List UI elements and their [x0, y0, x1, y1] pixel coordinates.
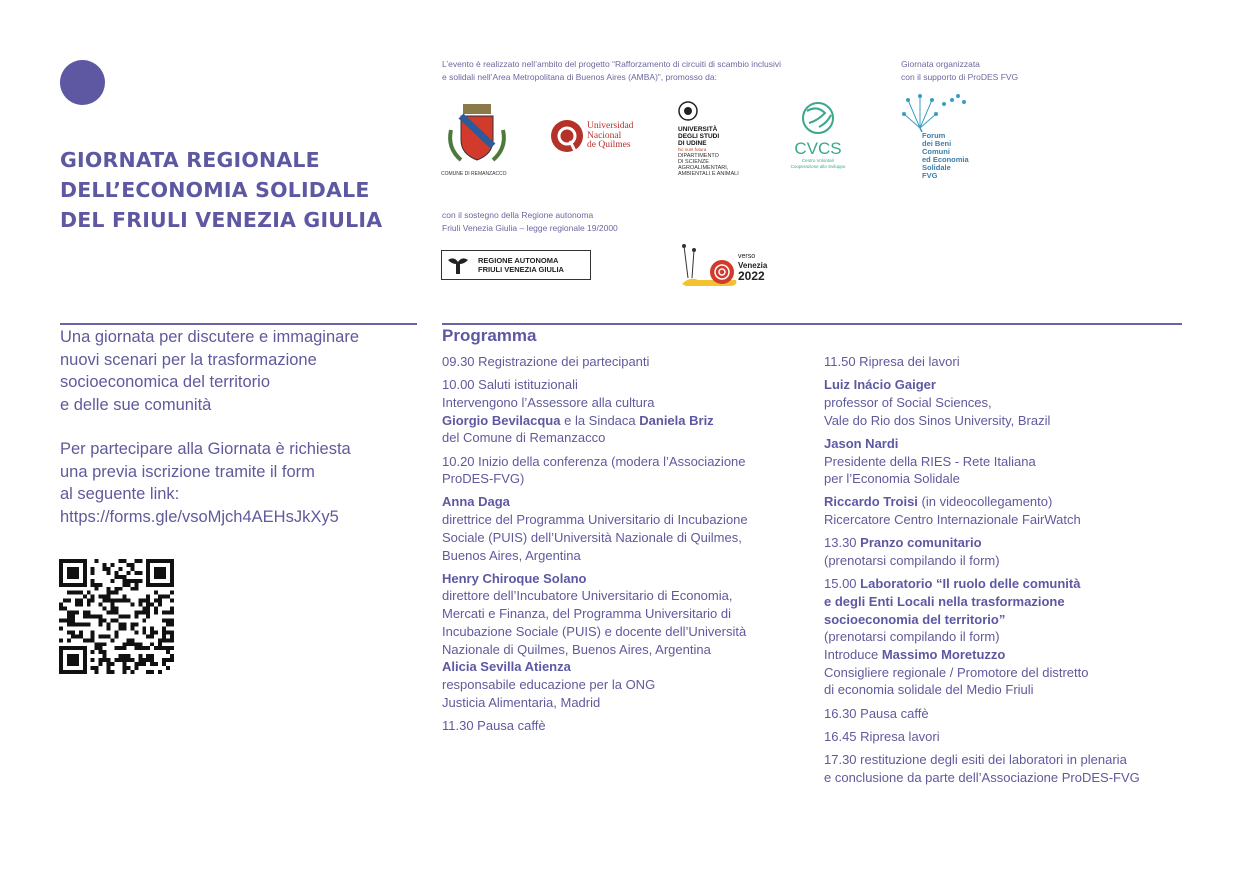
registration-line: una previa iscrizione tramite il form: [60, 462, 315, 481]
programma-highlight: Massimo Moretuzzo: [881, 647, 1006, 663]
programma-text: (prenotarsi compilando il form): [824, 553, 1000, 569]
intro-text: [60, 326, 420, 528]
project-note-line: L’evento è realizzato nell’ambito del progetto “Rafforzamento di circuiti di scambio inclusivi: [442, 59, 782, 69]
forum-label: FVG: [922, 171, 938, 180]
snail-icon: [680, 240, 740, 288]
remanzacco-logo: [441, 100, 513, 178]
programma-line: [442, 376, 812, 394]
programma-text: del Comune di Remanzacco: [442, 430, 606, 446]
programma-line: [824, 394, 1184, 412]
programma-text: Intervengono l’Assessore alla cultura: [442, 394, 655, 410]
title-line: DELL’ECONOMIA SOLIDALE: [60, 178, 370, 202]
regione-fvg-logo: [441, 250, 591, 280]
programma-text: 09.30 Registrazione dei partecipanti: [442, 354, 650, 369]
programma-highlight: Pranzo comunitario: [860, 535, 982, 551]
dandelion-icon: [900, 92, 970, 132]
programma-line: [442, 658, 812, 676]
forum-label: dei Beni: [922, 139, 952, 148]
programma-line: [824, 681, 1184, 699]
programma-text: Incubazione Sociale (PUIS) e docente dell’Università: [442, 623, 747, 639]
cvcs-label: CVCS: [794, 139, 842, 158]
cvcs-sub: Cooperazione allo Sviluppo: [790, 164, 846, 169]
quilmes-label: Nacional: [587, 130, 622, 141]
programma-text: Buenos Aires, Argentina: [442, 547, 581, 563]
programma-text: 13.30: [824, 535, 861, 551]
programma-line: [824, 769, 1184, 787]
programma-highlight: e degli Enti Locali nella trasformazione: [824, 593, 1065, 609]
registration-line: al seguente link:: [60, 485, 180, 503]
programma-entry: [824, 751, 1184, 786]
programma-entry: [824, 493, 1184, 528]
organized-note-line: con il supporto di ProDES FVG: [901, 71, 1019, 82]
programma-line: [824, 435, 1184, 453]
support-note-line: con il sostegno della Regione autonoma: [442, 210, 594, 220]
programma-line: [442, 623, 812, 641]
venezia-label: Venezia: [738, 261, 768, 270]
programma-divider: [442, 323, 1182, 325]
programma-line: [442, 394, 812, 412]
programma-line: [442, 412, 812, 430]
registration-line: Per partecipare alla Giornata è richiesta: [60, 440, 351, 458]
programma-highlight: Henry Chiroque Solano: [442, 570, 587, 586]
programma-highlight: socioeconomia del territorio”: [824, 611, 1006, 627]
regione-label: FRIULI VENEZIA GIULIA: [478, 265, 564, 274]
accent-dot: [60, 60, 105, 105]
intro-divider: [60, 323, 417, 325]
programma-line: [442, 717, 812, 735]
venezia-label: verso: [738, 253, 756, 260]
title-line: DEL FRIULI VENEZIA GIULIA: [60, 208, 383, 232]
programma-text: 17.30 restituzione degli esiti dei laboratori in plenaria: [824, 752, 1127, 768]
programma-text: Vale do Rio dos Sinos University, Brazil: [824, 412, 1051, 428]
programma-column-right: [824, 353, 1184, 792]
programma-highlight: Anna Daga: [442, 494, 510, 510]
programma-line: [442, 605, 812, 623]
programma-line: [824, 705, 1184, 723]
programma-line: [824, 552, 1184, 570]
programma-text: Consigliere regionale / Promotore del distretto: [824, 664, 1089, 680]
programma-text: Mercati e Finanza, del Programma Universitario di: [442, 606, 731, 622]
programma-line: [824, 728, 1184, 746]
programma-entry: [824, 353, 1184, 371]
programma-line: [442, 453, 812, 471]
programma-text: Nazionale di Quilmes, Buenos Aires, Argentina: [442, 641, 711, 657]
programma-entry: [824, 728, 1184, 746]
programma-text: 15.00: [824, 576, 861, 592]
programma-line: [824, 493, 1184, 511]
udine-dept: DIPARTIMENTO: [678, 153, 719, 159]
programma-text: per l’Economia Solidale: [824, 471, 960, 487]
programma-line: [442, 511, 812, 529]
programma-entry: [442, 717, 812, 735]
eagle-icon: [446, 254, 470, 276]
programma-text: responsabile educazione per la ONG: [442, 676, 656, 692]
programma-line: [442, 353, 812, 371]
programma-text: 16.45 Ripresa lavori: [824, 728, 940, 744]
forum-label: Forum: [922, 131, 946, 140]
regione-label: REGIONE AUTONOMA: [478, 256, 559, 265]
organized-note-line: Giornata organizzata: [901, 59, 980, 69]
programma-text: professor of Social Sciences,: [824, 394, 992, 410]
programma-entry: [824, 575, 1184, 699]
programma-text: direttore dell’Incubatore Universitario di Economia,: [442, 588, 733, 604]
support-note: [442, 209, 618, 234]
programma-line: [824, 376, 1184, 394]
programma-line: [824, 534, 1184, 552]
forum-label: ed Economia: [922, 155, 969, 164]
programma-line: [442, 641, 812, 659]
programma-line: [442, 429, 812, 447]
programma-entry: [442, 570, 812, 712]
programma-heading: Programma: [442, 326, 537, 345]
programma-line: [442, 547, 812, 565]
intro-line: nuovi scenari per la trasformazione: [60, 350, 317, 369]
programma-entry: [824, 435, 1184, 488]
venezia-label: 2022: [738, 269, 765, 283]
remanzacco-label: COMUNE DI REMANZACCO: [441, 171, 507, 177]
programma-line: [824, 646, 1184, 664]
programma-text: 11.30 Pausa caffè: [442, 717, 546, 733]
programma-line: [824, 611, 1184, 629]
programma-highlight: Giorgio Bevilacqua: [442, 412, 561, 428]
programma-line: [824, 470, 1184, 488]
programma-entry: [824, 376, 1184, 429]
forum-label: Comuni: [922, 147, 950, 156]
programma-highlight: Riccardo Troisi: [824, 494, 918, 510]
quilmes-label: de Quilmes: [587, 140, 631, 150]
udine-seal-icon: [678, 101, 698, 121]
programma-line: [824, 453, 1184, 471]
programma-line: [824, 664, 1184, 682]
udine-dept: DI SCIENZE: [678, 159, 709, 165]
programma-entry: [442, 493, 812, 564]
programma-line: [824, 628, 1184, 646]
udine-dept: AMBIENTALI E ANIMALI: [678, 171, 739, 177]
programma-text: Sociale (PUIS) dell’Università Nazionale di Quilmes,: [442, 529, 742, 545]
udine-motto: hic sunt futura: [678, 147, 707, 152]
programma-line: [442, 493, 812, 511]
programma-line: [442, 587, 812, 605]
programma-column-left: [442, 353, 812, 740]
programma-line: [442, 694, 812, 712]
udine-label: DEGLI STUDI: [678, 133, 720, 140]
registration-link[interactable]: https://forms.gle/vsoMjch4AEHsJkXy5: [60, 507, 339, 526]
programma-text: 10.20 Inizio della conferenza (modera l’Associazione: [442, 453, 746, 469]
programma-text: Justicia Alimentaria, Madrid: [442, 694, 601, 710]
cvcs-logo: [778, 101, 858, 177]
qr-code-icon[interactable]: [59, 559, 174, 674]
intro-line: Una giornata per discutere e immaginare: [60, 328, 359, 346]
udine-dept: AGROALIMENTARI,: [678, 165, 729, 171]
programma-highlight: Jason Nardi: [824, 435, 899, 451]
programma-text: Introduce: [824, 647, 882, 663]
programma-line: [824, 412, 1184, 430]
programma-line: [442, 529, 812, 547]
udine-label: DI UDINE: [678, 140, 707, 147]
forum-label: Solidale: [922, 163, 951, 172]
programma-line: [442, 676, 812, 694]
programma-text: 16.30 Pausa caffè: [824, 705, 929, 721]
cvcs-sub: Centro Volontari: [801, 158, 835, 163]
programma-line: [824, 575, 1184, 593]
intro-line: e delle sue comunità: [60, 395, 212, 414]
programma-text: 11.50 Ripresa dei lavori: [824, 354, 960, 369]
udine-logo: [678, 101, 758, 179]
quilmes-emblem-icon: [550, 119, 584, 155]
programma-entry: [442, 376, 812, 447]
remanzacco-crest-icon: [441, 100, 513, 166]
programma-entry: [442, 453, 812, 488]
programma-line: [824, 593, 1184, 611]
quilmes-logo: [550, 117, 650, 157]
venezia-2022-logo: [680, 240, 776, 288]
programma-text: (in videocollegamento): [917, 494, 1053, 510]
title-line: GIORNATA REGIONALE: [60, 148, 320, 172]
intro-line: socioeconomica del territorio: [60, 373, 271, 391]
programma-text: e conclusione da parte dell’Associazione ProDES-FVG: [824, 769, 1140, 785]
programma-highlight: Laboratorio “Il ruolo delle comunità: [860, 576, 1081, 592]
udine-label: UNIVERSITÀ: [678, 126, 718, 133]
programma-line: [442, 570, 812, 588]
support-note-line: Friuli Venezia Giulia – legge regionale 19/2000: [442, 222, 618, 233]
programma-text: Presidente della RIES - Rete Italiana: [824, 453, 1036, 469]
programma-entry: [824, 534, 1184, 569]
programma-line: [442, 470, 812, 488]
organized-note: [901, 58, 1018, 83]
cvcs-globe-icon: [795, 101, 841, 135]
programma-line: [824, 353, 1184, 371]
programma-entry: [442, 353, 812, 371]
programma-highlight: Luiz Inácio Gaiger: [824, 377, 936, 393]
project-note-line: e solidali nell’Area Metropolitana di Buenos Aires (AMBA)”, promosso da:: [442, 71, 717, 82]
programma-highlight: Alicia Sevilla Atienza: [442, 659, 571, 675]
programma-text: Ricercatore Centro Internazionale FairWatch: [824, 512, 1081, 528]
programma-text: 10.00 Saluti istituzionali: [442, 377, 578, 393]
programma-highlight: Daniela Briz: [639, 412, 714, 428]
quilmes-label: Universidad: [587, 121, 634, 131]
project-note: [442, 58, 781, 83]
programma-text: direttrice del Programma Universitario di Incubazione: [442, 512, 748, 528]
programma-text: di economia solidale del Medio Friuli: [824, 682, 1034, 698]
programma-line: [824, 511, 1184, 529]
forum-logo: [900, 92, 980, 184]
programma-text: e la Sindaca: [560, 412, 640, 428]
programma-text: ProDES-FVG): [442, 471, 525, 487]
page-title: [60, 145, 420, 235]
programma-text: (prenotarsi compilando il form): [824, 629, 1000, 645]
programma-entry: [824, 705, 1184, 723]
programma-line: [824, 751, 1184, 769]
